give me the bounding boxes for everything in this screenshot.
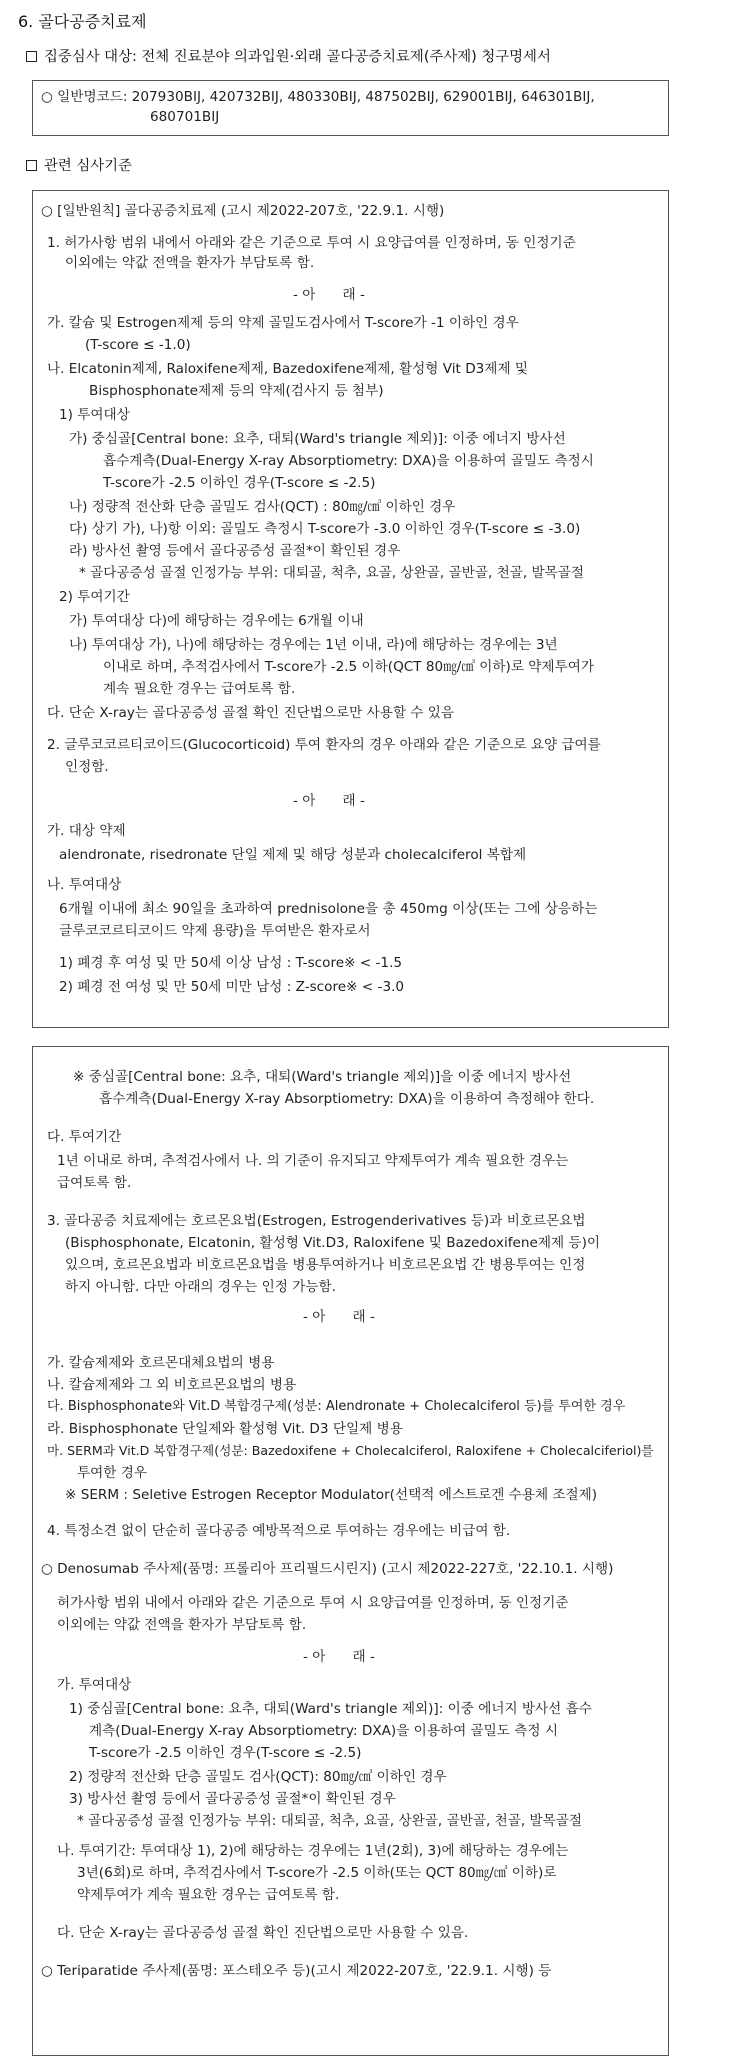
criteria-line: 다. 단순 X-ray는 골다공증성 골절 확인 진단법으로만 사용할 수 있음 — [47, 705, 455, 721]
criteria-box-continued — [32, 1046, 669, 2056]
criteria-line: 1) 중심골[Central bone: 요추, 대퇴(Ward's triangle 제외)]: 이중 에너지 방사선 흡수 — [69, 1701, 592, 1717]
drug-codes-line: ○ 일반명코드: 207930BIJ, 420732BIJ, 480330BIJ, 487502BIJ, 629001BIJ, 646301BIJ, — [41, 89, 595, 105]
criteria-box-general — [32, 190, 669, 1028]
criteria-line: 하지 아니함. 다만 아래의 경우는 인정 가능함. — [65, 1279, 336, 1295]
criteria-line: 2) 정량적 전산화 단층 골밀도 검사(QCT): 80㎎/㎤ 이하인 경우 — [69, 1769, 447, 1785]
target-heading: 집중심사 대상: 전체 진료분야 의과입원·외래 골다공증치료제(주사제) 청구명세서 — [26, 47, 551, 67]
criteria-line: 나. 칼슘제제와 그 외 비호르몬요법의 병용 — [47, 1377, 297, 1393]
criteria-line: 다. 투여기간 — [47, 1129, 122, 1145]
criteria-line: (T-score ≤ -1.0) — [85, 337, 191, 353]
criteria-line: 3년(6회)로 하며, 추적검사에서 T-score가 -2.5 이하(또는 QCT 80㎎/㎤ 이하)로 — [77, 1865, 557, 1881]
criteria-line: 1) 투여대상 — [59, 407, 130, 423]
criteria-line: 가. 대상 약제 — [47, 823, 126, 839]
criteria-line: 이내로 하며, 추적검사에서 T-score가 -2.5 이하(QCT 80㎎/㎤ 이하)로 약제투여가 — [103, 659, 594, 675]
criteria-line: Bisphosphonate제제 등의 약제(검사지 등 첨부) — [89, 383, 384, 399]
criteria-line: - 아 래 - — [293, 287, 365, 303]
criteria-line: 2) 폐경 전 여성 및 만 50세 미만 남성 : Z-score※ < -3.0 — [59, 979, 405, 995]
drug-codes-line: 680701BIJ — [150, 109, 220, 125]
criteria-line: 가. 투여대상 — [57, 1677, 132, 1693]
criteria-line: 라. Bisphosphonate 단일제와 활성형 Vit. D3 단일제 병용 — [47, 1421, 403, 1437]
criteria-line: 2) 투여기간 — [59, 589, 130, 605]
criteria-line: 3. 골다공증 치료제에는 호르몬요법(Estrogen, Estrogenderivatives 등)과 비호르몬요법 — [47, 1213, 586, 1229]
criteria-line: 인정함. — [65, 759, 109, 775]
criteria-line: 흡수계측(Dual-Energy X-ray Absorptiometry: DXA)을 이용하여 골밀도 측정시 — [103, 453, 594, 469]
criteria-line: T-score가 -2.5 이하인 경우(T-score ≤ -2.5) — [89, 1745, 362, 1761]
criteria-line: 나. 투여기간: 투여대상 1), 2)에 해당하는 경우에는 1년(2회), 3)에 해당하는 경우에는 — [57, 1843, 569, 1859]
criteria-line: 나) 정량적 전산화 단층 골밀도 검사(QCT) : 80㎎/㎤ 이하인 경우 — [69, 499, 456, 515]
criteria-line: 가. 칼슘제제와 호르몬대체요법의 병용 — [47, 1355, 275, 1371]
criteria-line: 계속 필요한 경우는 급여토록 함. — [103, 681, 296, 697]
criteria-line: - 아 래 - — [303, 1309, 375, 1325]
criteria-line: ○ [일반원칙] 골다공증치료제 (고시 제2022-207호, '22.9.1. 시행) — [41, 203, 445, 219]
criteria-line: 계측(Dual-Energy X-ray Absorptiometry: DXA)을 이용하여 골밀도 측정 시 — [89, 1723, 558, 1739]
checkbox-square-icon — [26, 51, 37, 62]
criteria-line: 다) 상기 가), 나)항 이외: 골밀도 측정시 T-score가 -3.0 이하인 경우(T-score ≤ -3.0) — [69, 521, 581, 537]
criteria-line: (Bisphosphonate, Elcatonin, 활성형 Vit.D3, Raloxifene 및 Bazedoxifene제제 등)이 — [65, 1235, 600, 1251]
criteria-line: 나. Elcatonin제제, Raloxifene제제, Bazedoxifene제제, 활성형 Vit D3제제 및 — [47, 361, 529, 377]
criteria-line: 3) 방사선 촬영 등에서 골다공증성 골절*이 확인된 경우 — [69, 1791, 396, 1807]
criteria-line: 마. SERM과 Vit.D 복합경구제(성분: Bazedoxifene + Cholecalciferol, Raloxifene + Cholecalciferiol)를 — [47, 1443, 654, 1458]
criteria-line: * 골다공증성 골절 인정가능 부위: 대퇴골, 척추, 요골, 상완골, 골반골, 천골, 발목골절 — [77, 1813, 583, 1829]
criteria-line: 이외에는 약값 전액을 환자가 부담토록 함. — [57, 1617, 307, 1633]
criteria-line: ※ SERM : Seletive Estrogen Receptor Modulator(선택적 에스트로겐 수용체 조절제) — [65, 1487, 598, 1503]
criteria-line: 글루코코르티코이드 약제 용량)을 투여받은 환자로서 — [59, 923, 371, 939]
criteria-line: 나) 투여대상 가), 나)에 해당하는 경우에는 1년 이내, 라)에 해당하는 경우에는 3년 — [69, 637, 558, 653]
criteria-line: 가) 투여대상 다)에 해당하는 경우에는 6개월 이내 — [69, 613, 364, 629]
criteria-line: 4. 특정소견 없이 단순히 골다공증 예방목적으로 투여하는 경우에는 비급여 함. — [47, 1523, 511, 1539]
criteria-line: ○ Denosumab 주사제(품명: 프롤리아 프리필드시린지) (고시 제2022-227호, '22.10.1. 시행) — [41, 1561, 614, 1577]
criteria-line: 약제투여가 계속 필요한 경우는 급여토록 함. — [77, 1887, 340, 1903]
criteria-line: ○ Teriparatide 주사제(품명: 포스테오주 등)(고시 제2022-207호, '22.9.1. 시행) 등 — [41, 1963, 552, 1979]
criteria-line: 급여토록 함. — [57, 1175, 132, 1191]
criteria-line: 가. 칼슘 및 Estrogen제제 등의 약제 골밀도검사에서 T-score가 -1 이하인 경우 — [47, 315, 519, 331]
section-title: 6. 골다공증치료제 — [18, 12, 147, 31]
criteria-line: T-score가 -2.5 이하인 경우(T-score ≤ -2.5) — [103, 475, 376, 491]
criteria-line: 있으며, 호르몬요법과 비호르몬요법을 병용투여하거나 비호르몬요법 간 병용투여는 인정 — [65, 1257, 586, 1273]
criteria-line: 1. 허가사항 범위 내에서 아래와 같은 기준으로 투여 시 요양급여를 인정하며, 동 인정기준 — [47, 235, 576, 251]
criteria-line: 6개월 이내에 최소 90일을 초과하여 prednisolone을 총 450mg 이상(또는 그에 상응하는 — [59, 901, 598, 917]
criteria-line: 1년 이내로 하며, 추적검사에서 나. 의 기준이 유지되고 약제투여가 계속 필요한 경우는 — [57, 1153, 569, 1169]
criteria-line: 1) 폐경 후 여성 및 만 50세 이상 남성 : T-score※ < -1.5 — [59, 955, 403, 971]
criteria-line: 흡수계측(Dual-Energy X-ray Absorptiometry: DXA)을 이용하여 측정해야 한다. — [99, 1091, 595, 1107]
criteria-line: - 아 래 - — [293, 793, 365, 809]
checkbox-square-icon — [26, 160, 37, 171]
criteria-line: 다. 단순 X-ray는 골다공증성 골절 확인 진단법으로만 사용할 수 있음. — [57, 1925, 469, 1941]
criteria-line: 가) 중심골[Central bone: 요추, 대퇴(Ward's triangle 제외)]: 이중 에너지 방사선 — [69, 431, 566, 447]
criteria-heading: 관련 심사기준 — [26, 156, 132, 176]
criteria-line: * 골다공증성 골절 인정가능 부위: 대퇴골, 척추, 요골, 상완골, 골반골, 천골, 발목골절 — [79, 565, 585, 581]
criteria-line: 라) 방사선 촬영 등에서 골다공증성 골절*이 확인된 경우 — [69, 543, 401, 559]
drug-codes-box — [32, 80, 669, 136]
criteria-line: 다. Bisphosphonate와 Vit.D 복합경구제(성분: Alendronate + Cholecalciferol 등)를 투여한 경우 — [47, 1399, 626, 1414]
criteria-line: 이외에는 약값 전액을 환자가 부담토록 함. — [65, 255, 315, 271]
criteria-line: 허가사항 범위 내에서 아래와 같은 기준으로 투여 시 요양급여를 인정하며, 동 인정기준 — [57, 1595, 569, 1611]
criteria-line: 나. 투여대상 — [47, 877, 122, 893]
criteria-line: - 아 래 - — [303, 1649, 375, 1665]
criteria-line: alendronate, risedronate 단일 제제 및 해당 성분과 cholecalciferol 복합제 — [59, 847, 527, 863]
criteria-line: 2. 글루코코르티코이드(Glucocorticoid) 투여 환자의 경우 아래와 같은 기준으로 요양 급여를 — [47, 737, 601, 753]
criteria-line: 투여한 경우 — [77, 1465, 147, 1481]
criteria-line: ※ 중심골[Central bone: 요추, 대퇴(Ward's triangle 제외)]을 이중 에너지 방사선 — [73, 1069, 572, 1085]
